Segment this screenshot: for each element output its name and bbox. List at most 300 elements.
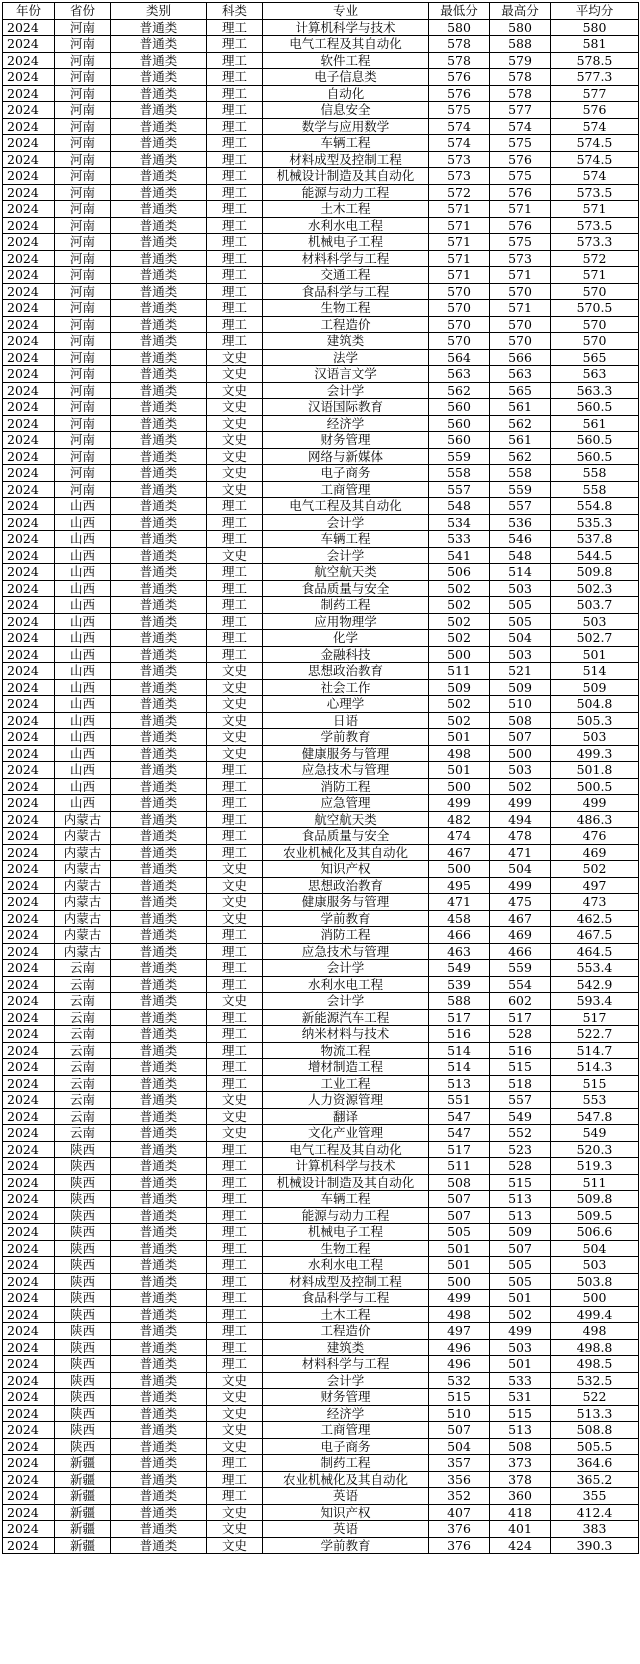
- subject-cell: 理工: [207, 250, 263, 267]
- major-cell: 土木工程: [263, 201, 429, 218]
- avg-score-cell: 576: [551, 102, 639, 119]
- max-score-cell: 373: [490, 1455, 551, 1472]
- avg-score-cell: 554.8: [551, 498, 639, 515]
- category-cell: 普通类: [111, 300, 207, 317]
- table-row: [3, 976, 639, 993]
- category-cell: 普通类: [111, 448, 207, 465]
- max-score-cell: 573: [490, 250, 551, 267]
- year-cell: 2024: [3, 811, 55, 828]
- header-avg-score: 平均分: [551, 3, 639, 20]
- min-score-cell: 551: [429, 1092, 490, 1109]
- max-score-cell: 548: [490, 547, 551, 564]
- avg-score-cell: 547.8: [551, 1108, 639, 1125]
- province-cell: 河南: [55, 481, 111, 498]
- subject-cell: 理工: [207, 151, 263, 168]
- min-score-cell: 458: [429, 910, 490, 927]
- avg-score-cell: 501: [551, 646, 639, 663]
- avg-score-cell: 509.5: [551, 1207, 639, 1224]
- min-score-cell: 511: [429, 1158, 490, 1175]
- year-cell: 2024: [3, 481, 55, 498]
- year-cell: 2024: [3, 580, 55, 597]
- min-score-cell: 502: [429, 580, 490, 597]
- major-cell: 机械电子工程: [263, 1224, 429, 1241]
- table-row: [3, 1009, 639, 1026]
- province-cell: 新疆: [55, 1504, 111, 1521]
- category-cell: 普通类: [111, 250, 207, 267]
- major-cell: 新能源汽车工程: [263, 1009, 429, 1026]
- max-score-cell: 536: [490, 514, 551, 531]
- province-cell: 河南: [55, 217, 111, 234]
- subject-cell: 理工: [207, 316, 263, 333]
- table-row: [3, 267, 639, 284]
- category-cell: 普通类: [111, 1471, 207, 1488]
- table-row: [3, 481, 639, 498]
- province-cell: 河南: [55, 102, 111, 119]
- major-cell: 人力资源管理: [263, 1092, 429, 1109]
- major-cell: 工商管理: [263, 1422, 429, 1439]
- major-cell: 电子信息类: [263, 69, 429, 86]
- max-score-cell: 577: [490, 102, 551, 119]
- province-cell: 陕西: [55, 1224, 111, 1241]
- table-row: [3, 1141, 639, 1158]
- category-cell: 普通类: [111, 201, 207, 218]
- avg-score-cell: 580: [551, 19, 639, 36]
- province-cell: 河南: [55, 415, 111, 432]
- year-cell: 2024: [3, 745, 55, 762]
- major-cell: 消防工程: [263, 778, 429, 795]
- avg-score-cell: 560.5: [551, 448, 639, 465]
- year-cell: 2024: [3, 1191, 55, 1208]
- year-cell: 2024: [3, 1059, 55, 1076]
- major-cell: 学前教育: [263, 910, 429, 927]
- year-cell: 2024: [3, 1224, 55, 1241]
- category-cell: 普通类: [111, 234, 207, 251]
- min-score-cell: 576: [429, 85, 490, 102]
- major-cell: 电气工程及其自动化: [263, 36, 429, 53]
- year-cell: 2024: [3, 1257, 55, 1274]
- avg-score-cell: 383: [551, 1521, 639, 1538]
- table-row: [3, 1158, 639, 1175]
- major-cell: 健康服务与管理: [263, 745, 429, 762]
- avg-score-cell: 558: [551, 465, 639, 482]
- major-cell: 英语: [263, 1488, 429, 1505]
- min-score-cell: 574: [429, 135, 490, 152]
- province-cell: 内蒙古: [55, 844, 111, 861]
- table-row: [3, 993, 639, 1010]
- avg-score-cell: 522: [551, 1389, 639, 1406]
- province-cell: 山西: [55, 597, 111, 614]
- table-row: [3, 811, 639, 828]
- subject-cell: 理工: [207, 118, 263, 135]
- major-cell: 学前教育: [263, 1537, 429, 1554]
- min-score-cell: 474: [429, 828, 490, 845]
- major-cell: 机械设计制造及其自动化: [263, 168, 429, 185]
- avg-score-cell: 511: [551, 1174, 639, 1191]
- major-cell: 车辆工程: [263, 135, 429, 152]
- min-score-cell: 467: [429, 844, 490, 861]
- year-cell: 2024: [3, 910, 55, 927]
- category-cell: 普通类: [111, 217, 207, 234]
- min-score-cell: 588: [429, 993, 490, 1010]
- min-score-cell: 502: [429, 630, 490, 647]
- province-cell: 山西: [55, 712, 111, 729]
- year-cell: 2024: [3, 85, 55, 102]
- major-cell: 化学: [263, 630, 429, 647]
- min-score-cell: 463: [429, 943, 490, 960]
- major-cell: 知识产权: [263, 861, 429, 878]
- year-cell: 2024: [3, 1009, 55, 1026]
- table-row: [3, 646, 639, 663]
- category-cell: 普通类: [111, 531, 207, 548]
- header-row: [3, 3, 639, 20]
- max-score-cell: 499: [490, 1323, 551, 1340]
- major-cell: 交通工程: [263, 267, 429, 284]
- max-score-cell: 546: [490, 531, 551, 548]
- major-cell: 农业机械化及其自动化: [263, 844, 429, 861]
- avg-score-cell: 364.6: [551, 1455, 639, 1472]
- major-cell: 应用物理学: [263, 613, 429, 630]
- table-row: [3, 1455, 639, 1472]
- max-score-cell: 576: [490, 151, 551, 168]
- avg-score-cell: 553: [551, 1092, 639, 1109]
- max-score-cell: 559: [490, 481, 551, 498]
- major-cell: 会计学: [263, 993, 429, 1010]
- avg-score-cell: 571: [551, 201, 639, 218]
- avg-score-cell: 570.5: [551, 300, 639, 317]
- subject-cell: 文史: [207, 1092, 263, 1109]
- year-cell: 2024: [3, 234, 55, 251]
- year-cell: 2024: [3, 19, 55, 36]
- category-cell: 普通类: [111, 1009, 207, 1026]
- year-cell: 2024: [3, 729, 55, 746]
- max-score-cell: 562: [490, 415, 551, 432]
- min-score-cell: 500: [429, 1273, 490, 1290]
- category-cell: 普通类: [111, 1075, 207, 1092]
- subject-cell: 理工: [207, 762, 263, 779]
- category-cell: 普通类: [111, 910, 207, 927]
- table-row: [3, 828, 639, 845]
- year-cell: 2024: [3, 1042, 55, 1059]
- max-score-cell: 566: [490, 349, 551, 366]
- category-cell: 普通类: [111, 382, 207, 399]
- category-cell: 普通类: [111, 1323, 207, 1340]
- year-cell: 2024: [3, 646, 55, 663]
- min-score-cell: 352: [429, 1488, 490, 1505]
- major-cell: 金融科技: [263, 646, 429, 663]
- min-score-cell: 496: [429, 1356, 490, 1373]
- major-cell: 会计学: [263, 960, 429, 977]
- year-cell: 2024: [3, 1306, 55, 1323]
- avg-score-cell: 486.3: [551, 811, 639, 828]
- year-cell: 2024: [3, 712, 55, 729]
- major-cell: 经济学: [263, 415, 429, 432]
- major-cell: 工业工程: [263, 1075, 429, 1092]
- category-cell: 普通类: [111, 1191, 207, 1208]
- major-cell: 制药工程: [263, 597, 429, 614]
- subject-cell: 文史: [207, 877, 263, 894]
- subject-cell: 理工: [207, 630, 263, 647]
- year-cell: 2024: [3, 828, 55, 845]
- avg-score-cell: 514.7: [551, 1042, 639, 1059]
- subject-cell: 理工: [207, 201, 263, 218]
- province-cell: 河南: [55, 250, 111, 267]
- province-cell: 云南: [55, 976, 111, 993]
- province-cell: 河南: [55, 234, 111, 251]
- avg-score-cell: 499.4: [551, 1306, 639, 1323]
- table-row: [3, 927, 639, 944]
- table-row: [3, 762, 639, 779]
- year-cell: 2024: [3, 1389, 55, 1406]
- min-score-cell: 507: [429, 1207, 490, 1224]
- province-cell: 新疆: [55, 1471, 111, 1488]
- max-score-cell: 507: [490, 729, 551, 746]
- avg-score-cell: 535.3: [551, 514, 639, 531]
- year-cell: 2024: [3, 168, 55, 185]
- avg-score-cell: 509.8: [551, 1191, 639, 1208]
- max-score-cell: 565: [490, 382, 551, 399]
- subject-cell: 文史: [207, 712, 263, 729]
- avg-score-cell: 505.5: [551, 1438, 639, 1455]
- category-cell: 普通类: [111, 465, 207, 482]
- header-subject: 科类: [207, 3, 263, 20]
- major-cell: 会计学: [263, 382, 429, 399]
- min-score-cell: 507: [429, 1191, 490, 1208]
- subject-cell: 理工: [207, 1240, 263, 1257]
- max-score-cell: 576: [490, 184, 551, 201]
- max-score-cell: 588: [490, 36, 551, 53]
- category-cell: 普通类: [111, 1356, 207, 1373]
- province-cell: 河南: [55, 85, 111, 102]
- subject-cell: 理工: [207, 1191, 263, 1208]
- avg-score-cell: 390.3: [551, 1537, 639, 1554]
- subject-cell: 文史: [207, 366, 263, 383]
- max-score-cell: 528: [490, 1026, 551, 1043]
- province-cell: 云南: [55, 1059, 111, 1076]
- avg-score-cell: 570: [551, 283, 639, 300]
- subject-cell: 理工: [207, 1273, 263, 1290]
- max-score-cell: 554: [490, 976, 551, 993]
- category-cell: 普通类: [111, 877, 207, 894]
- year-cell: 2024: [3, 1240, 55, 1257]
- province-cell: 陕西: [55, 1207, 111, 1224]
- subject-cell: 理工: [207, 234, 263, 251]
- province-cell: 山西: [55, 564, 111, 581]
- category-cell: 普通类: [111, 283, 207, 300]
- min-score-cell: 557: [429, 481, 490, 498]
- avg-score-cell: 574.5: [551, 151, 639, 168]
- category-cell: 普通类: [111, 1455, 207, 1472]
- province-cell: 山西: [55, 547, 111, 564]
- min-score-cell: 560: [429, 415, 490, 432]
- subject-cell: 理工: [207, 1306, 263, 1323]
- table-row: [3, 679, 639, 696]
- subject-cell: 理工: [207, 778, 263, 795]
- category-cell: 普通类: [111, 696, 207, 713]
- min-score-cell: 564: [429, 349, 490, 366]
- year-cell: 2024: [3, 960, 55, 977]
- major-cell: 英语: [263, 1521, 429, 1538]
- avg-score-cell: 505.3: [551, 712, 639, 729]
- avg-score-cell: 544.5: [551, 547, 639, 564]
- province-cell: 河南: [55, 366, 111, 383]
- avg-score-cell: 577: [551, 85, 639, 102]
- year-cell: 2024: [3, 250, 55, 267]
- major-cell: 车辆工程: [263, 1191, 429, 1208]
- table-row: [3, 1372, 639, 1389]
- max-score-cell: 509: [490, 679, 551, 696]
- major-cell: 水利水电工程: [263, 976, 429, 993]
- max-score-cell: 513: [490, 1191, 551, 1208]
- subject-cell: 理工: [207, 1059, 263, 1076]
- min-score-cell: 502: [429, 712, 490, 729]
- table-row: [3, 1405, 639, 1422]
- min-score-cell: 407: [429, 1504, 490, 1521]
- avg-score-cell: 504: [551, 1240, 639, 1257]
- category-cell: 普通类: [111, 118, 207, 135]
- subject-cell: 文史: [207, 1108, 263, 1125]
- min-score-cell: 560: [429, 399, 490, 416]
- category-cell: 普通类: [111, 547, 207, 564]
- category-cell: 普通类: [111, 498, 207, 515]
- year-cell: 2024: [3, 465, 55, 482]
- major-cell: 计算机科学与技术: [263, 19, 429, 36]
- avg-score-cell: 593.4: [551, 993, 639, 1010]
- subject-cell: 理工: [207, 597, 263, 614]
- category-cell: 普通类: [111, 1504, 207, 1521]
- category-cell: 普通类: [111, 943, 207, 960]
- subject-cell: 理工: [207, 1042, 263, 1059]
- table-row: [3, 432, 639, 449]
- min-score-cell: 497: [429, 1323, 490, 1340]
- max-score-cell: 533: [490, 1372, 551, 1389]
- subject-cell: 理工: [207, 580, 263, 597]
- subject-cell: 理工: [207, 646, 263, 663]
- min-score-cell: 501: [429, 1257, 490, 1274]
- table-row: [3, 19, 639, 36]
- min-score-cell: 502: [429, 613, 490, 630]
- province-cell: 新疆: [55, 1455, 111, 1472]
- table-row: [3, 795, 639, 812]
- province-cell: 陕西: [55, 1240, 111, 1257]
- subject-cell: 文史: [207, 1438, 263, 1455]
- table-row: [3, 547, 639, 564]
- min-score-cell: 514: [429, 1042, 490, 1059]
- year-cell: 2024: [3, 1125, 55, 1142]
- subject-cell: 理工: [207, 1207, 263, 1224]
- header-province: 省份: [55, 3, 111, 20]
- category-cell: 普通类: [111, 1174, 207, 1191]
- min-score-cell: 570: [429, 333, 490, 350]
- province-cell: 内蒙古: [55, 861, 111, 878]
- max-score-cell: 509: [490, 1224, 551, 1241]
- avg-score-cell: 553.4: [551, 960, 639, 977]
- min-score-cell: 572: [429, 184, 490, 201]
- subject-cell: 理工: [207, 69, 263, 86]
- max-score-cell: 571: [490, 201, 551, 218]
- province-cell: 河南: [55, 69, 111, 86]
- min-score-cell: 376: [429, 1537, 490, 1554]
- category-cell: 普通类: [111, 630, 207, 647]
- year-cell: 2024: [3, 1455, 55, 1472]
- avg-score-cell: 498.8: [551, 1339, 639, 1356]
- province-cell: 河南: [55, 448, 111, 465]
- year-cell: 2024: [3, 630, 55, 647]
- subject-cell: 理工: [207, 1323, 263, 1340]
- avg-score-cell: 462.5: [551, 910, 639, 927]
- major-cell: 学前教育: [263, 729, 429, 746]
- table-row: [3, 151, 639, 168]
- subject-cell: 理工: [207, 283, 263, 300]
- category-cell: 普通类: [111, 19, 207, 36]
- min-score-cell: 548: [429, 498, 490, 515]
- subject-cell: 理工: [207, 1488, 263, 1505]
- subject-cell: 理工: [207, 1356, 263, 1373]
- min-score-cell: 533: [429, 531, 490, 548]
- subject-cell: 理工: [207, 1257, 263, 1274]
- category-cell: 普通类: [111, 85, 207, 102]
- major-cell: 会计学: [263, 547, 429, 564]
- province-cell: 陕西: [55, 1405, 111, 1422]
- table-row: [3, 960, 639, 977]
- category-cell: 普通类: [111, 36, 207, 53]
- province-cell: 云南: [55, 993, 111, 1010]
- table-row: [3, 696, 639, 713]
- major-cell: 汉语国际教育: [263, 399, 429, 416]
- table-row: [3, 663, 639, 680]
- province-cell: 新疆: [55, 1521, 111, 1538]
- year-cell: 2024: [3, 1290, 55, 1307]
- table-row: [3, 118, 639, 135]
- subject-cell: 理工: [207, 184, 263, 201]
- table-row: [3, 1224, 639, 1241]
- province-cell: 山西: [55, 729, 111, 746]
- year-cell: 2024: [3, 498, 55, 515]
- category-cell: 普通类: [111, 1273, 207, 1290]
- province-cell: 山西: [55, 663, 111, 680]
- avg-score-cell: 502.3: [551, 580, 639, 597]
- min-score-cell: 517: [429, 1141, 490, 1158]
- year-cell: 2024: [3, 993, 55, 1010]
- max-score-cell: 552: [490, 1125, 551, 1142]
- max-score-cell: 469: [490, 927, 551, 944]
- subject-cell: 文史: [207, 349, 263, 366]
- table-row: [3, 1537, 639, 1554]
- max-score-cell: 549: [490, 1108, 551, 1125]
- year-cell: 2024: [3, 1356, 55, 1373]
- major-cell: 电子商务: [263, 1438, 429, 1455]
- max-score-cell: 507: [490, 1240, 551, 1257]
- table-row: [3, 745, 639, 762]
- category-cell: 普通类: [111, 514, 207, 531]
- avg-score-cell: 517: [551, 1009, 639, 1026]
- year-cell: 2024: [3, 547, 55, 564]
- major-cell: 航空航天类: [263, 564, 429, 581]
- table-row: [3, 580, 639, 597]
- major-cell: 增材制造工程: [263, 1059, 429, 1076]
- subject-cell: 理工: [207, 19, 263, 36]
- table-row: [3, 168, 639, 185]
- subject-cell: 文史: [207, 1422, 263, 1439]
- category-cell: 普通类: [111, 52, 207, 69]
- avg-score-cell: 537.8: [551, 531, 639, 548]
- category-cell: 普通类: [111, 1306, 207, 1323]
- table-row: [3, 1108, 639, 1125]
- province-cell: 内蒙古: [55, 894, 111, 911]
- year-cell: 2024: [3, 1323, 55, 1340]
- table-row: [3, 36, 639, 53]
- min-score-cell: 376: [429, 1521, 490, 1538]
- category-cell: 普通类: [111, 1042, 207, 1059]
